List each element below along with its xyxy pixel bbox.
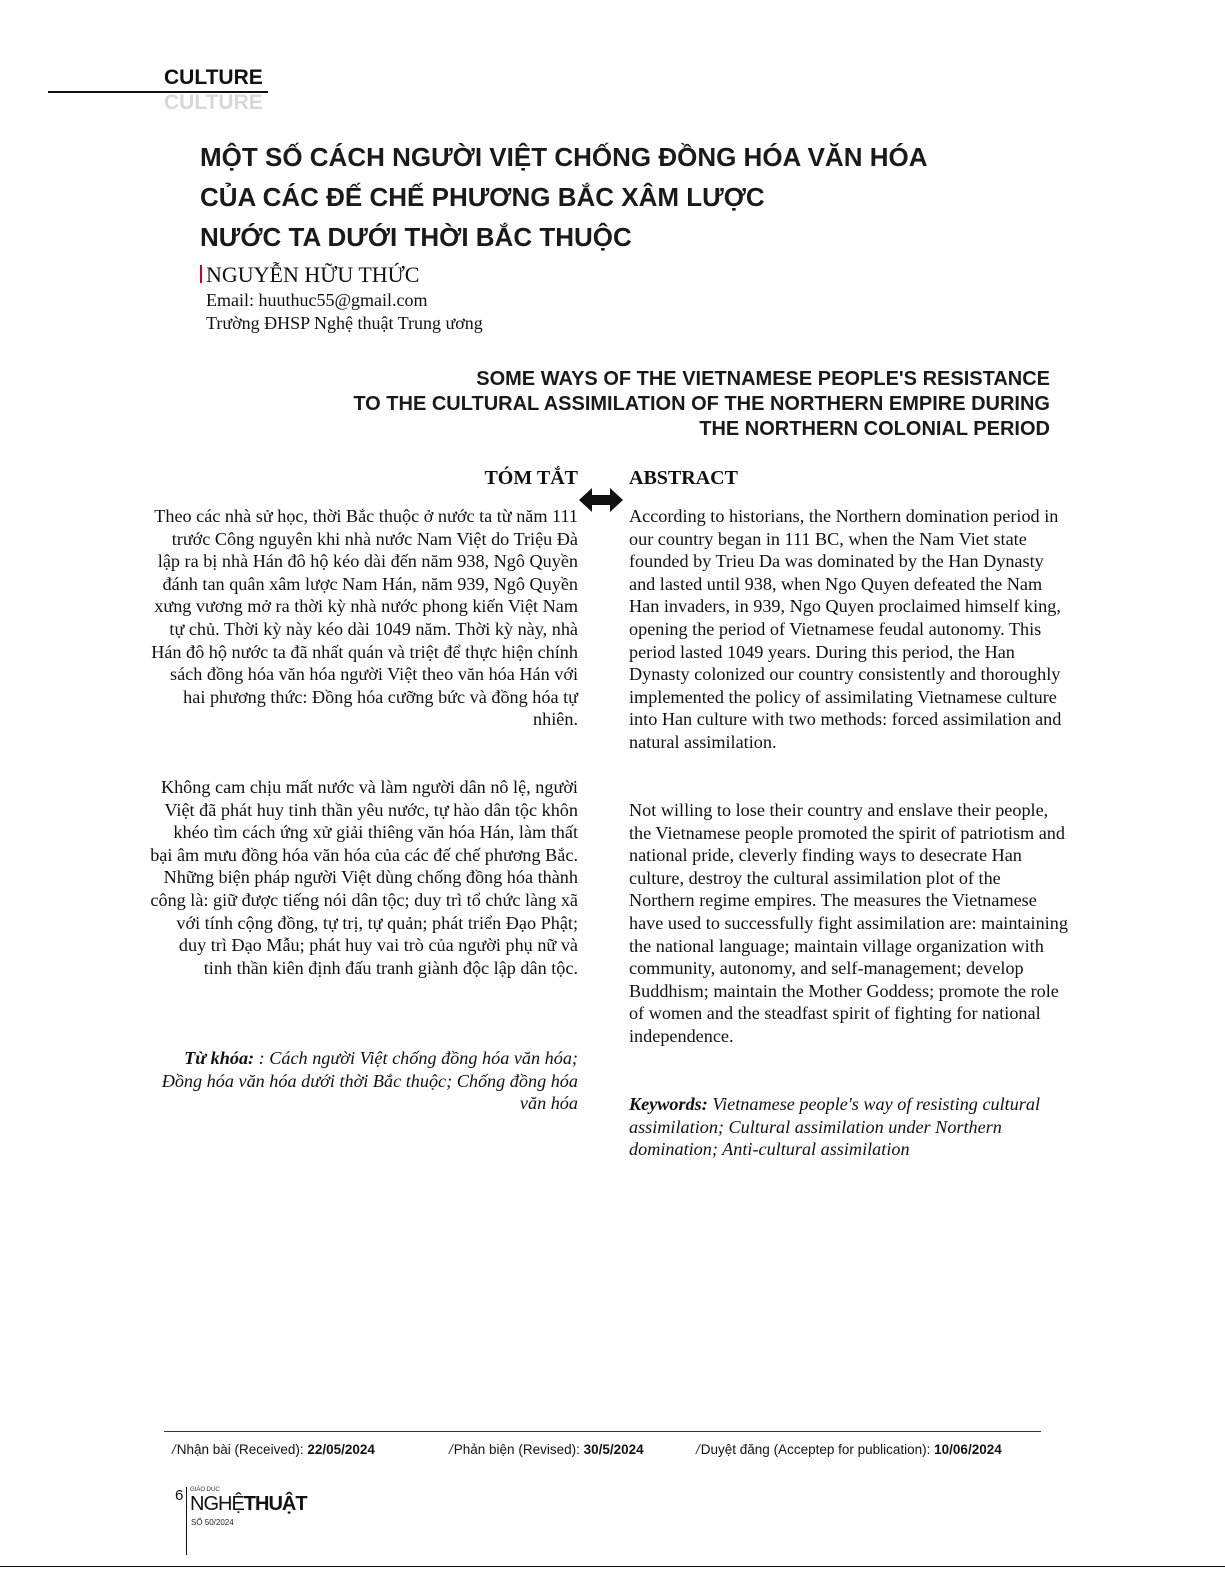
page-divider: [186, 1487, 187, 1555]
section-label: CULTURE: [164, 66, 263, 89]
title-vi-line: CỦA CÁC ĐẾ CHẾ PHƯƠNG BẮC XÂM LƯỢC: [200, 182, 765, 212]
author-affiliation: Trường ĐHSP Nghệ thuật Trung ương: [206, 313, 483, 333]
keywords-en-label: Keywords:: [629, 1094, 708, 1114]
revised-date: /Phản biện (Revised): 30/5/2024: [449, 1442, 644, 1457]
author-name-row: [200, 262, 419, 288]
abstract-heading-en: ABSTRACT: [629, 467, 738, 489]
page-number: 6: [175, 1487, 184, 1504]
keywords-vi: [150, 1047, 578, 1115]
abstract-en-para2: Not willing to lose their country and enslave their people, the Vietnamese people promoted the spirit of patriotism and national pride, cleverly finding ways to desecrate Han culture, destroy the cultural assimilation plot of the Northern regime empires. The measures the Vietnamese have used to successfully fight assimilation are: maintaining the national language; maintain village organization with community, autonomy, and self-management; develop Buddhism; maintain the Mother Goddess; promote the role of women and the steadfast spirit of fighting for national independence.: [629, 800, 1068, 1046]
title-vi-line: NƯỚC TA DƯỚI THỜI BẮC THUỘC: [200, 222, 632, 252]
article-title-vi: [200, 137, 1100, 257]
received-date: /Nhận bài (Received): 22/05/2024: [172, 1442, 375, 1457]
double-arrow-icon: [579, 486, 623, 514]
accepted-date: /Duyệt đăng (Acceptep for publication): 10/06/2024: [696, 1442, 1002, 1457]
author-marker: [200, 265, 202, 283]
abstract-vi-para2: Không cam chịu mất nước và làm người dân nô lệ, người Việt đã phát huy tinh thần yêu nước, tự hào dân tộc khôn khéo tìm cách ứng xử giải thiêng văn hóa Hán, làm thất bại âm mưu đồng hóa văn hóa của các đế chế phương Bắc. Những biện pháp người Việt dùng chống đồng hóa thành công là: giữ được tiếng nói dân tộc; duy trì tổ chức làng xã với tính cộng đồng, tự trị, tự quản; phát triển Đạo Phật; duy trì Đạo Mẫu; phát huy vai trò của người phụ nữ và tinh thần kiên định đấu tranh giành độc lập dân tộc.: [150, 777, 578, 978]
journal-logo: NGHỆTHUẬT: [190, 1493, 307, 1515]
footer-rule: [164, 1431, 1041, 1432]
section-label-ghost: CULTURE: [164, 91, 263, 114]
bottom-rule: [0, 1566, 1225, 1567]
author-email: Email: huuthuc55@gmail.com: [206, 290, 428, 310]
keywords-vi-text: : Cách người Việt chống đồng hóa văn hóa; Đồng hóa văn hóa dưới thời Bắc thuộc; Chống đồng hóa văn hóa: [161, 1048, 578, 1114]
journal-issue: SỐ 50/2024: [191, 1518, 234, 1527]
title-vi-line: MỘT SỐ CÁCH NGƯỜI VIỆT CHỐNG ĐỒNG HÓA VĂN HÓA: [200, 142, 928, 172]
abstract-en-para1: According to historians, the Northern domination period in our country began in 111 BC, when the Nam Viet state founded by Trieu Da was dominated by the Han Dynasty and lasted until 938, when Ngo Quyen defeated the Nam Han invaders, in 939, Ngo Quyen proclaimed himself king, opening the period of Vietnamese feudal autonomy. This period lasted 1049 years. During this period, the Han Dynasty colonized our country consistently and thoroughly implemented the policy of assimilating Vietnamese culture into Han culture with two methods: forced assimilation and natural assimilation.: [629, 506, 1062, 752]
title-en-line: SOME WAYS OF THE VIETNAMESE PEOPLE'S RESISTANCE: [476, 368, 1050, 390]
keywords-en: [629, 1093, 1069, 1161]
title-en-line: THE NORTHERN COLONIAL PERIOD: [699, 418, 1050, 440]
abstract-vi-para1: Theo các nhà sử học, thời Bắc thuộc ở nước ta từ năm 111 trước Công nguyên khi nhà nước Nam Việt do Triệu Đà lập ra bị nhà Hán đô hộ kéo dài đến năm 938, Ngô Quyền đánh tan quân xâm lược Nam Hán, năm 939, Ngô Quyền xưng vương mở ra thời kỳ nhà nước phong kiến Việt Nam tự chủ. Thời kỳ này kéo dài 1049 năm. Thời kỳ này, nhà Hán đô hộ nước ta đã nhất quán và triệt để thực hiện chính sách đồng hóa văn hóa người Việt theo văn hóa Hán với hai phương thức: Đồng hóa cưỡng bức và đồng hóa tự nhiên.: [151, 506, 578, 730]
journal-logo-small-text: GIÁO DỤC: [190, 1487, 220, 1493]
keywords-vi-label: Từ khóa:: [184, 1048, 255, 1068]
article-title-en: [190, 367, 1050, 442]
abstract-heading-vi: TÓM TẮT: [484, 467, 578, 489]
author-name: NGUYỄN HỮU THỨC: [206, 262, 420, 287]
keywords-en-text: Vietnamese people's way of resisting cultural assimilation; Cultural assimilation under Northern domination; Anti-cultural assimilation: [629, 1094, 1041, 1160]
title-en-line: TO THE CULTURAL ASSIMILATION OF THE NORTHERN EMPIRE DURING: [353, 393, 1050, 415]
